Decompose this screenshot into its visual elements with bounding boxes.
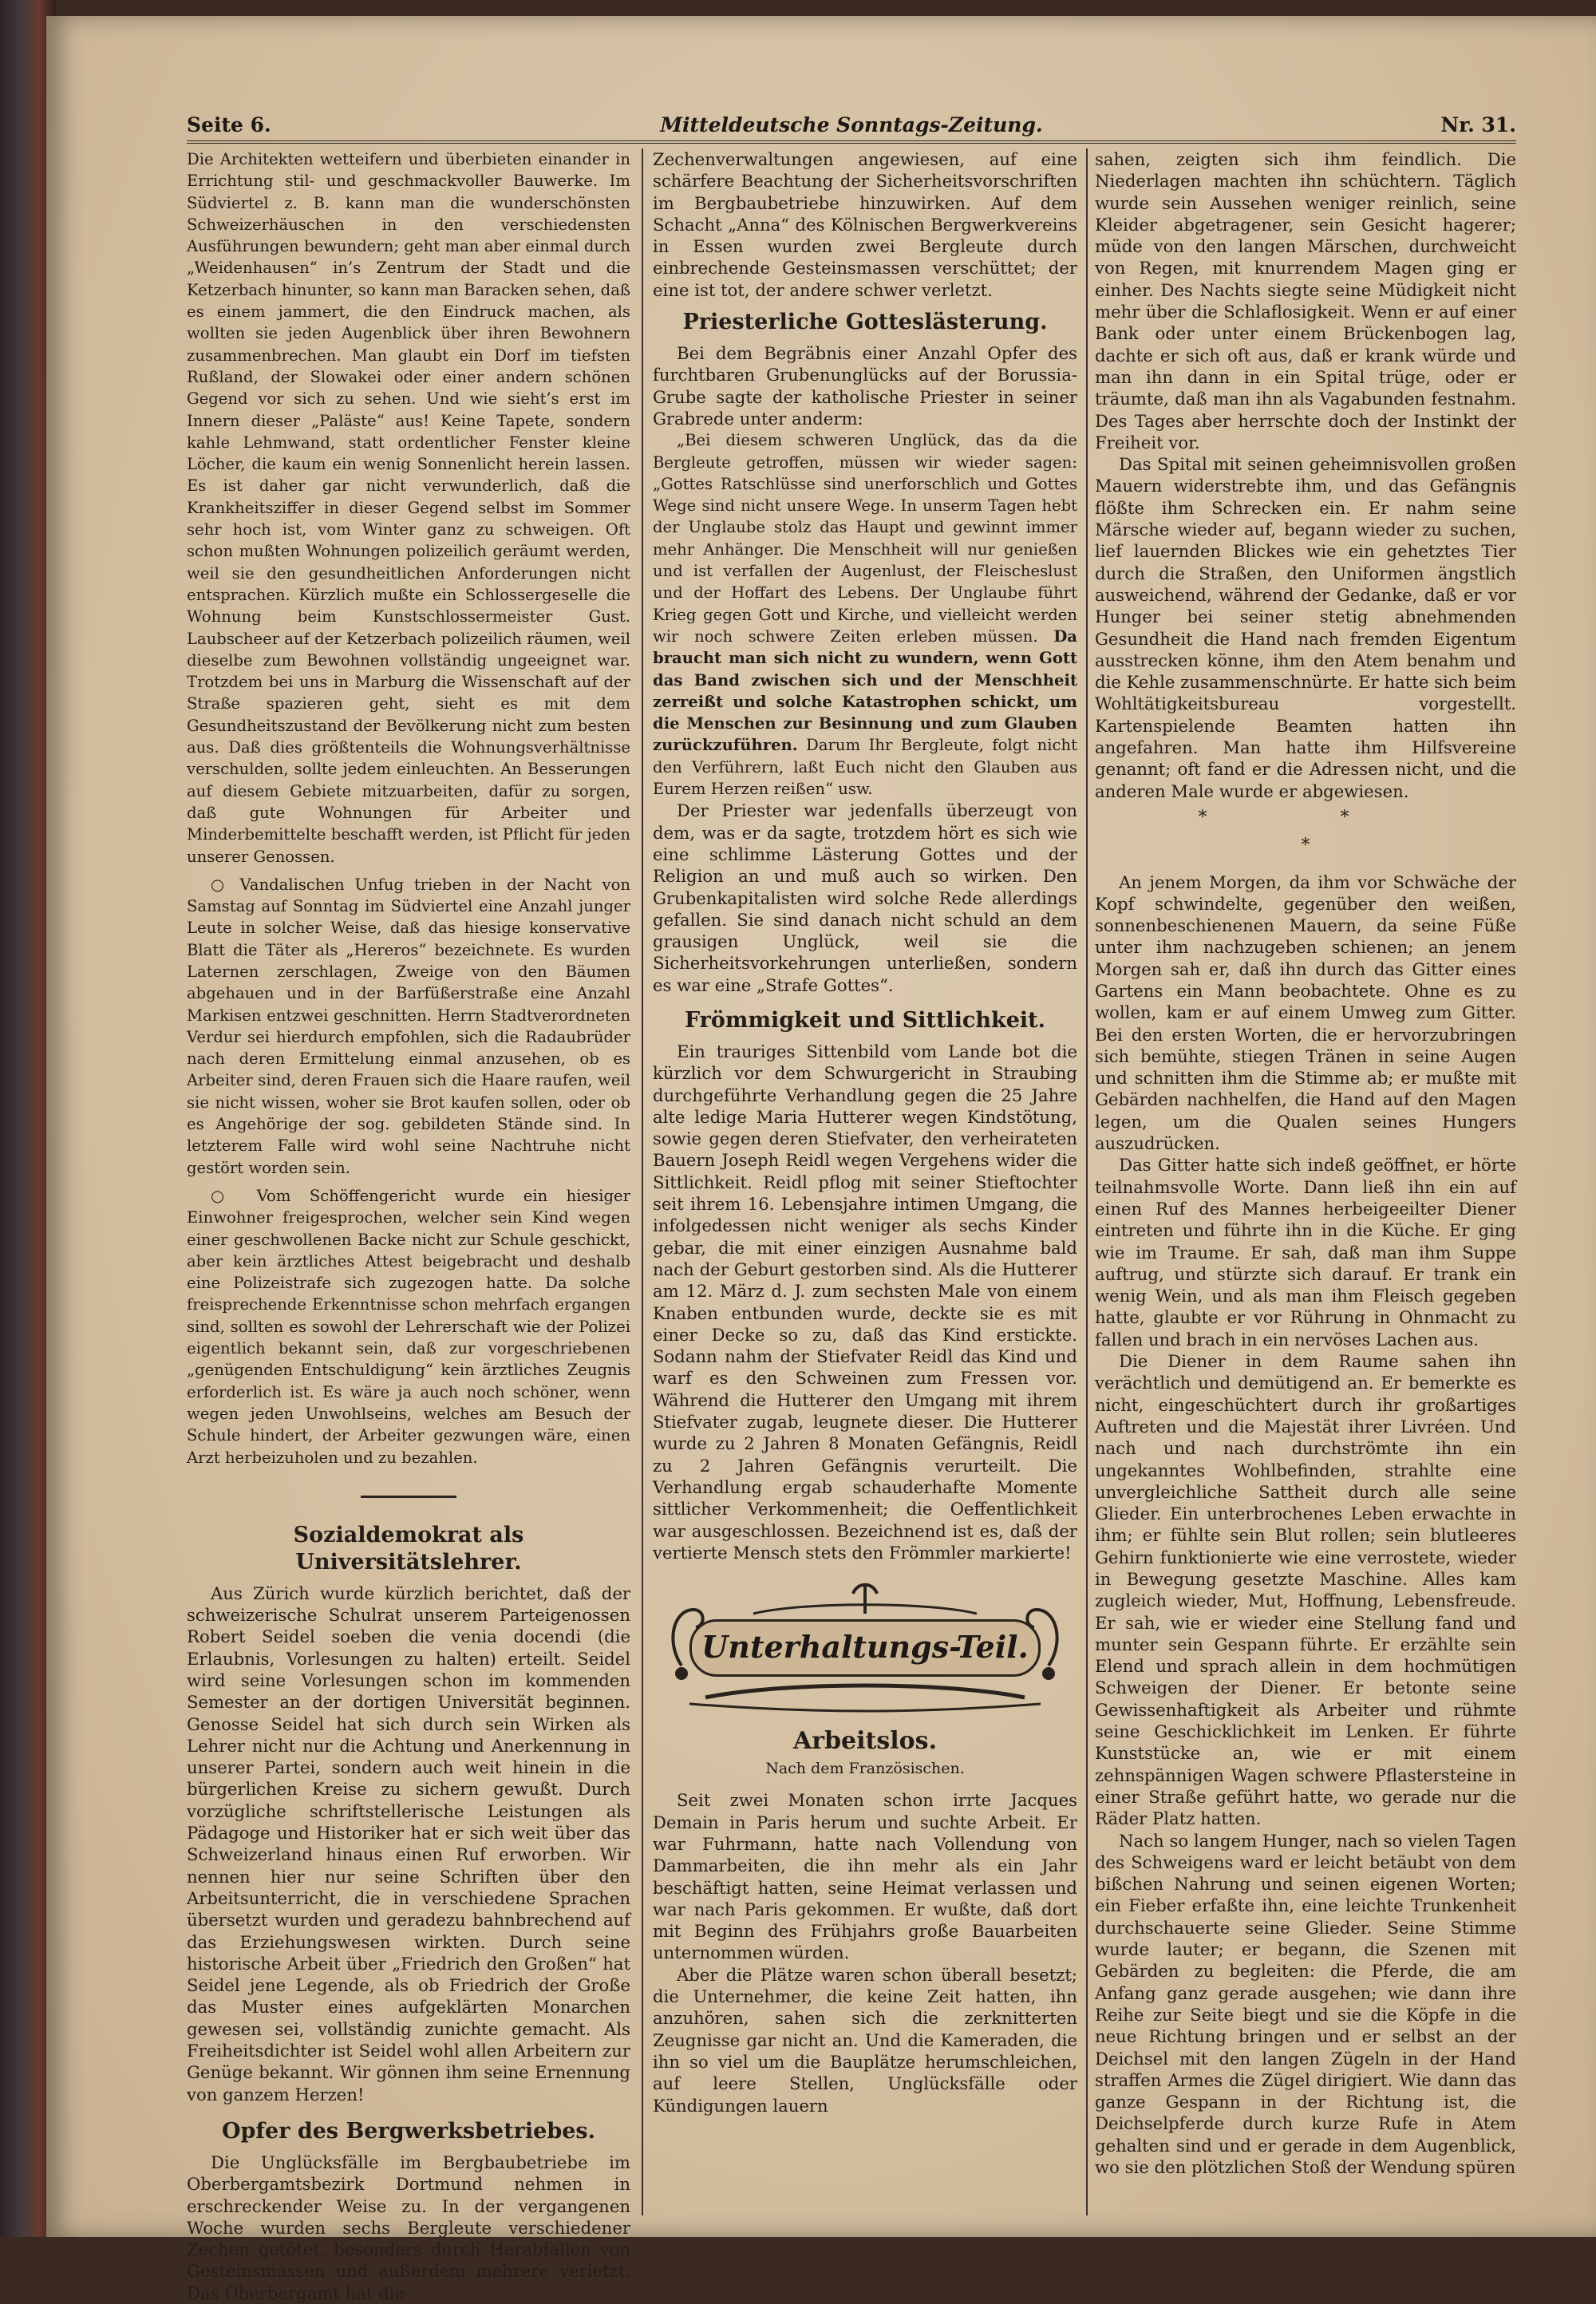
article-paragraph: Die Architekten wetteifern und überbieten einander in Errichtung stil- und geschmackvoller Bauwerke. Im Südviertel z. B. kann man die wunderschönsten Schweizerhäuschen in den verschiedensten Ausführungen bewundern; geht man aber einmal durch „Weidenhausen“ in’s Zentrum der Stadt und die Ketzerbach hinunter, so kann man Baracken sehen, daß es einem jammert, die den Eindruck machen, als wollten sie jeden Augenblick über ihren Bewohnern zusammenbrechen. Man glaubt ein Dorf im tiefsten Rußland, der Slowakei oder einer andern schönen Gegend vor sich zu sehen. Und wie sieht’s erst im Innern dieser „Paläste“ aus! Keine Tapete, sondern kahle Lehmwand, statt ordentlicher Fenster kleine Löcher, die kaum ein wenig Sonnenlicht herein lassen. Es ist daher gar nicht verwunderlich, daß die Krankheitsziffer in dieser Gegend selbst im Sommer sehr hoch ist, vom Winter ganz zu schweigen. Oft schon mußten Wohnungen polizeilich geräumt werden, weil sie den gesundheitlichen Anforderungen nicht entsprachen. Kürzlich mußte ein Schlossergeselle die Wohnung beim Kunstschlossermeister Gust. Laubscheer auf der Ketzerbach polizeilich räumen, weil dieselbe zum Bewohnen vollständig ungeeignet war. Trotzdem bei uns in Marburg die Wissenschaft auf der Straße spazieren geht, sieht es mit dem Gesundheitszustand der Bevölkerung nicht zum besten aus. Daß dies größtenteils die Wohnungsverhältnisse verschulden, sollte jedem einleuchten. An Besserungen auf diesem Gebiete mitzuarbeiten, dafür zu sorgen, daß gute Wohnungen für Arbeiter und Minderbemittelte beschafft werden, ist Pflicht für jeden unserer Genossen. xyxy=(187,150,630,866)
article-paragraph: Die Unglücksfälle im Bergbaubetriebe im Oberbergamtsbezirk Dortmund nehmen in erschreckender Weise zu. In der vergangenen Woche wurden sechs Bergleute verschiedener Zechen getötet, besonders durch Herabfallen von Gesteinsmassen und außerdem mehrere verletzt. Das Oberbergamt hat die xyxy=(187,2152,630,2303)
story-paragraph: An jenem Morgen, da ihm vor Schwäche der Kopf schwindelte, gegenüber den weißen, sonnenbeschienenen Mauern, da seine Füße unter ihm nachzugeben schienen; an jenem Morgen sah er, daß ihn durch das Gitter eines Gartens ein Mann beobachtete. Ohne es zu wollen, kam er auf einem Umweg zum Gitter. Bei den ersten Worten, die er hervorzubringen sich bemühte, stiegen Tränen in seine Augen und schnitten ihm die Stimme ab; er mußte mit Gebärden nachhelfen, die Hand auf den Magen legen, um die Qualen seines Hungers auszudrücken. xyxy=(1095,871,1516,1154)
column-3 xyxy=(1095,148,1516,2178)
story-paragraph: Nach so langem Hunger, nach so vielen Tagen des Schweigens ward er leicht betäubt von dem bißchen Nahrung und seinen eigenen Worten; ein Fieber erfaßte ihn, eine leichte Trunkenheit durchschauerte seine Glieder. Seine Stimme wurde lauter; er begann, die Szenen mit Gebärden zu begleiten: die Pferde, die am Anfang ganz gerade ausgehen; wie dann ihre Reihe zur Seite biegt und sie die Köpfe in die neue Richtung bringen und er selbst an der Deichsel mit den langen Zügeln in der Hand straffen Armes die Zügel dirigiert. Wie dann das ganze Gespann in der Richtung ist, die Deichselpferde durch kurze Rufe in Atem gehalten sind und er gerade in dem Augenblick, wo sie den plötzlichen Stoß der Wendung spüren xyxy=(1095,1830,1516,2178)
story-subtitle: Nach dem Französischen. xyxy=(765,1760,965,1778)
ornament-banner xyxy=(658,1578,1073,1713)
story-title: Arbeitslos. xyxy=(792,1727,938,1756)
section-star: * xyxy=(1301,836,1310,856)
quote-bold-text: Da braucht man sich nicht zu wundern, wenn Gott das Band zwischen sich und der Menschheit zerreißt und solche Katastrophen schickt, um die Menschen zur Besinnung und zum Glauben zurückzuführen. xyxy=(653,626,1077,755)
newspaper-title: Mitteldeutsche Sonntags-Zeitung. xyxy=(660,113,1043,136)
story-paragraph: Die Diener in dem Raume sahen ihn verächtlich und demütigend an. Er bemerkte es nicht, eingeschüchtert durch ihr großartiges Auftreten und die Majestät ihrer Livréen. Und nach und nach durchströmte ihn ein ungekanntes Wohlbefinden, strahlte eine unvergleichliche Sattheit durch alle seine Glieder. Ein unterbrochenes Leben erwachte in ihm; er fühlte sein Blut rollen; sein blutleeres Gehirn funktionierte wie eine verrostete, wieder in Bewegung gesetzte Maschine. Alles kam zugleich wieder, Mut, Hoffnung, Lebensfreude. Er sah, wie er wieder eine Stellung fand und munter sein Gespann führte. Er erzählte sein Elend und sprach allein in dem hochmütigen Schweigen der Diener. Er betonte seine Gewissenhaftigkeit als Arbeiter und rühmte seine Geschicklichkeit im Lenken. Er führte Kunststücke an, wie er mit einem zehnspännigen Wagen schwere Pflastersteine in einer Straße geführt hatte, wo gerade nur die Räder Platz hatten. xyxy=(1095,1351,1516,1829)
story-paragraph: sahen, zeigten sich ihm feindlich. Die Niederlagen machten ihn schüchtern. Täglich wurde sein Aussehen weniger reinlich, seine Kleider abgetragener, sein Gesicht hagerer; müde von den langen Märschen, durchweicht von Regen, mit knurrendem Magen ging er einher. Des Nachts siegte seine Müdigkeit nicht mehr über die Schlaflosigkeit. Wenn er auf einer Bank oder unter einem Brückenbogen lag, dachte er sich oft aus, daß er krank würde und man ihn dann in ein Spital trüge, oder er träumte, daß man ihn als Vagabunden festnahm. Des Tages aber herrschte doch der Instinkt der Freiheit vor. xyxy=(1095,149,1516,453)
feuilleton-ornament xyxy=(653,1578,1077,1713)
article-paragraph: Der Priester war jedenfalls überzeugt von dem, was er da sagte, trotzdem hört es sich wie eine schlimme Lästerung Gottes und der Religion an und muß auch so wirken. Den Grubenkapitalisten wird solche Rede allerdings gefallen. Sie sind danach nicht schuld an dem grausigen Unglück, weil sie die Sicherheitsvorkehrungen unterließen, sondern es war eine „Strafe Gottes“. xyxy=(653,800,1077,995)
article-paragraph: Ein trauriges Sittenbild vom Lande bot die kürzlich vor dem Schwurgericht in Straubing durchgeführte Verhandlung gegen die 25 Jahre alte ledige Maria Hutterer wegen Kindstötung, sowie gegen deren Stiefvater, den verheirateten Bauern Joseph Reidl wegen Vergehens wider die Sittlichkeit. Reidl pflog mit seiner Stieftochter seit ihrem 16. Lebensjahre intimen Umgang, die infolgedessen nicht weniger als sechs Kinder gebar, die mit einer einzigen Ausnahme bald nach der Geburt gestorben sind. Als die Hutterer am 12. März d. J. zum sechsten Male von einem Knaben entbunden wurde, deckte sie es mit einer Decke so zu, daß das Kind erstickte. Sodann nahm der Stiefvater Reidl das Kind und warf es den Schweinen zum Fressen vor. Während die Hutterer den Umgang mit ihrem Stiefvater zugab, leugnete dieser. Die Hutterer wurde zu 2 Jahren 8 Monaten Gefängnis, Reidl zu 2 Jahren Gefängnis verurteilt. Die Verhandlung ergab schauderhafte Momente sittlicher Verkommenheit; die Oeffentlichkeit war ausgeschlossen. Bezeichnend ist es, daß der vertierte Mensch stets den Frömmler markierte! xyxy=(653,1041,1077,1563)
header-rule xyxy=(187,140,1516,144)
story-paragraph: Das Gitter hatte sich indeß geöffnet, er hörte teilnahmsvolle Worte. Dann ließ ihn ein auf einen Ruf des Mannes herbeigeeilter Diener eintreten und führte ihn in die Küche. Er ging wie im Traume. Er sah, daß man ihm Suppe auftrug, und stürzte sich darauf. Er trank ein wenig Wein, und als man ihm Fleisch gegeben hatte, glaubte er vor Rührung in Ohnmacht zu fallen und brach in ein nervöses Lachen aus. xyxy=(1095,1155,1516,1350)
article-paragraph: ○ Vom Schöffengericht wurde ein hiesiger Einwohner freigesprochen, welcher sein Kind wegen einer geschwollenen Backe nicht zur Schule geschickt, aber kein ärztliches Attest beigebracht und deshalb eine Polizeistrafe sich zugezogen hatte. Da solche freisprechende Erkenntnisse schon mehrfach ergangen sind, sollten es sowohl der Lehrerschaft wie der Polizei eigentlich bekannt sein, daß zur vorgeschriebenen „genügenden Entschuldigung“ kein ärztliches Zeugnis erforderlich ist. Es wäre ja auch noch schöner, wenn wegen jeden Unwohlseins, welches am Besuch der Schule hindert, der Arbeiter gezwungen wäre, einen Arzt herbeizuholen und zu bezahlen. xyxy=(187,1186,630,1467)
article-paragraph: Aus Zürich wurde kürzlich berichtet, daß der schweizerische Schulrat unserem Parteigenossen Robert Seidel soeben die venia docendi (die Erlaubnis, Vorlesungen zu halten) erteilt. Seidel wird seine Vorlesungen schon im kommenden Semester an der dortigen Universität beginnen. Genosse Seidel hat sich durch sein Wirken als Lehrer nicht nur die Achtung und Anerkennung in unserer Partei, sondern auch weit hinein in die bürgerlichen Kreise zu sichern gewußt. Durch vorzügliche schriftstellerische Leistungen als Pädagoge und Historiker hat er sich weit über das Schweizerland hinaus einen Ruf erworben. Wir nennen hier nur seine Schriften über den Arbeitsunterricht, die in verschiedene Sprachen übersetzt wurden und geradezu bahnbrechend auf das Erziehungswesen wirkten. Durch seine historische Arbeit über „Friedrich den Großen“ hat Seidel jene Legende, als ob Friedrich der Große das Muster eines aufgeklärten Monarchen gewesen sei, vollständig zunichte gemacht. Als Freiheitsdichter ist Seidel wohl allen Arbeitern zur Genüge bekannt. Wir gönnen ihm seine Ernennung von ganzem Herzen! xyxy=(187,1583,630,2104)
headline-universitaetslehrer: Sozialdemokrat als Universitätslehrer. xyxy=(293,1522,524,1575)
story-paragraph: Seit zwei Monaten schon irrte Jacques Demain in Paris herum und suchte Arbeit. Er war Fuhrmann, hatte nach Vollendung von Dammarbeiten, die ihn mehr als ein Jahr beschäftigt hatten, seine Heimat verlassen und war nach Paris gekommen. Er wußte, daß dort mit Beginn des Frühjahrs große Bauarbeiten unternommen würden. xyxy=(653,1790,1077,1963)
column-divider-2 xyxy=(1086,148,1088,2215)
headline-froemmigkeit: Frömmigkeit und Sittlichkeit. xyxy=(684,1007,1046,1033)
quote-paragraph xyxy=(653,429,1077,800)
feuilleton-banner-title: Unterhaltungs-Teil. xyxy=(689,1619,1041,1677)
column-2 xyxy=(653,148,1077,2116)
story-paragraph: Aber die Plätze waren schon überall besetzt; die Unternehmer, die keine Zeit hatten, ihn anzuhören, sahen sich die zerknitterten Zeugnisse gar nicht an. Und die Kameraden, die ihn so viel um die Bauplätze herumschleichen, auf leere Stellen, Unglücksfälle oder Kündigungen lauern xyxy=(653,1964,1077,2116)
page-number: Seite 6. xyxy=(187,113,271,136)
article-paragraph: Zechenverwaltungen angewiesen, auf eine schärfere Beachtung der Sicherheitsvorschriften im Bergbaubetriebe hinzuwirken. Auf dem Schacht „Anna“ des Kölnischen Bergwerkvereins in Essen wurden zwei Bergleute durch einbrechende Gesteinsmassen verschüttet; der eine ist tot, der andere schwer verletzt. xyxy=(653,149,1077,300)
page-header xyxy=(187,113,1516,142)
quote-text: Darum Ihr Bergleute, folgt nicht den Verführern, laßt Euch nicht den Glauben aus Eurem Herzen reißen“ usw. xyxy=(653,736,1077,799)
story-paragraph: Das Spital mit seinen geheimnisvollen großen Mauern widerstrebte ihm, und das Gefängnis flößte ihm Schrecken ein. Er nahm seine Märsche wieder auf, begann wieder zu suchen, lief lauernden Blickes wie ein gehetztes Tier durch die Straßen, den Uniformen ängstlich ausweichend, während der Gedanke, daß er vor Hunger bei seiner stetig abnehmenden Gesundheit die Hand nach fremden Eigentum ausstrecken könne, ihm den Atem benahm und die Kehle zusammenschnürte. Er hatte sich beim Wohltätigkeitsbureau vorgestellt. Kartenspielende Beamten hatten ihn angefahren. Man hatte ihm Hilfsvereine genannt; oft fand er die Adressen nicht, und die anderen Male wurde er abgewiesen. xyxy=(1095,454,1516,801)
quote-text: „Bei diesem schweren Unglück, das da die Bergleute getroffen, müssen wir wieder sagen: „Gottes Ratschlüsse sind unerforschlich und Gottes Wege sind nicht unsere Wege. In unserm Tagen hebt der Unglaube stolz das Haupt und gewinnt immer mehr Anhänger. Die Menschheit will nur genießen und ist verfallen der Augenlust, der Fleischeslust und der Hoffart des Lebens. Der Unglaube führt Krieg gegen Gott und Kirche, und vielleicht werden wir noch schwere Zeiten erleben müssen. xyxy=(653,431,1077,646)
headline-gotteslaesterung: Priesterliche Gotteslästerung. xyxy=(682,310,1048,335)
section-stars: * * xyxy=(1198,807,1413,828)
section-divider xyxy=(361,1496,456,1498)
column-1 xyxy=(187,148,630,2304)
article-paragraph: Bei dem Begräbnis einer Anzahl Opfer des furchtbaren Grubenunglücks auf der Borussia-Grube sagte der katholische Priester in seiner Grabrede unter anderm: xyxy=(653,343,1077,429)
headline-bergwerk: Opfer des Bergwerksbetriebes. xyxy=(222,2118,595,2144)
issue-number: Nr. 31. xyxy=(1440,113,1516,136)
column-divider-1 xyxy=(642,148,643,2215)
article-paragraph: ○ Vandalischen Unfug trieben in der Nacht von Samstag auf Sonntag im Südviertel eine Anzahl junger Leute in solcher Weise, daß das hiesige konservative Blatt die Täter als „Hereros“ bezeichnete. Es wurden Laternen zerschlagen, Zweige von den Bäumen abgehauen und in der Barfüßerstraße eine Anzahl Markisen entzwei geschnitten. Herrn Stadtverordneten Verdur sei hierdurch empfohlen, sich die Radaubrüder nach deren Ermittelung einmal anzusehen, ob es Arbeiter sind, deren Frauen sich die Haare raufen, weil sie nicht wissen, woher sie Brot kaufen sollen, oder ob es Angehörige der sog. gebildeten Stände sind. In letzterem Falle wird wohl seine Nachtruhe nicht gestört worden sein. xyxy=(187,875,630,1177)
